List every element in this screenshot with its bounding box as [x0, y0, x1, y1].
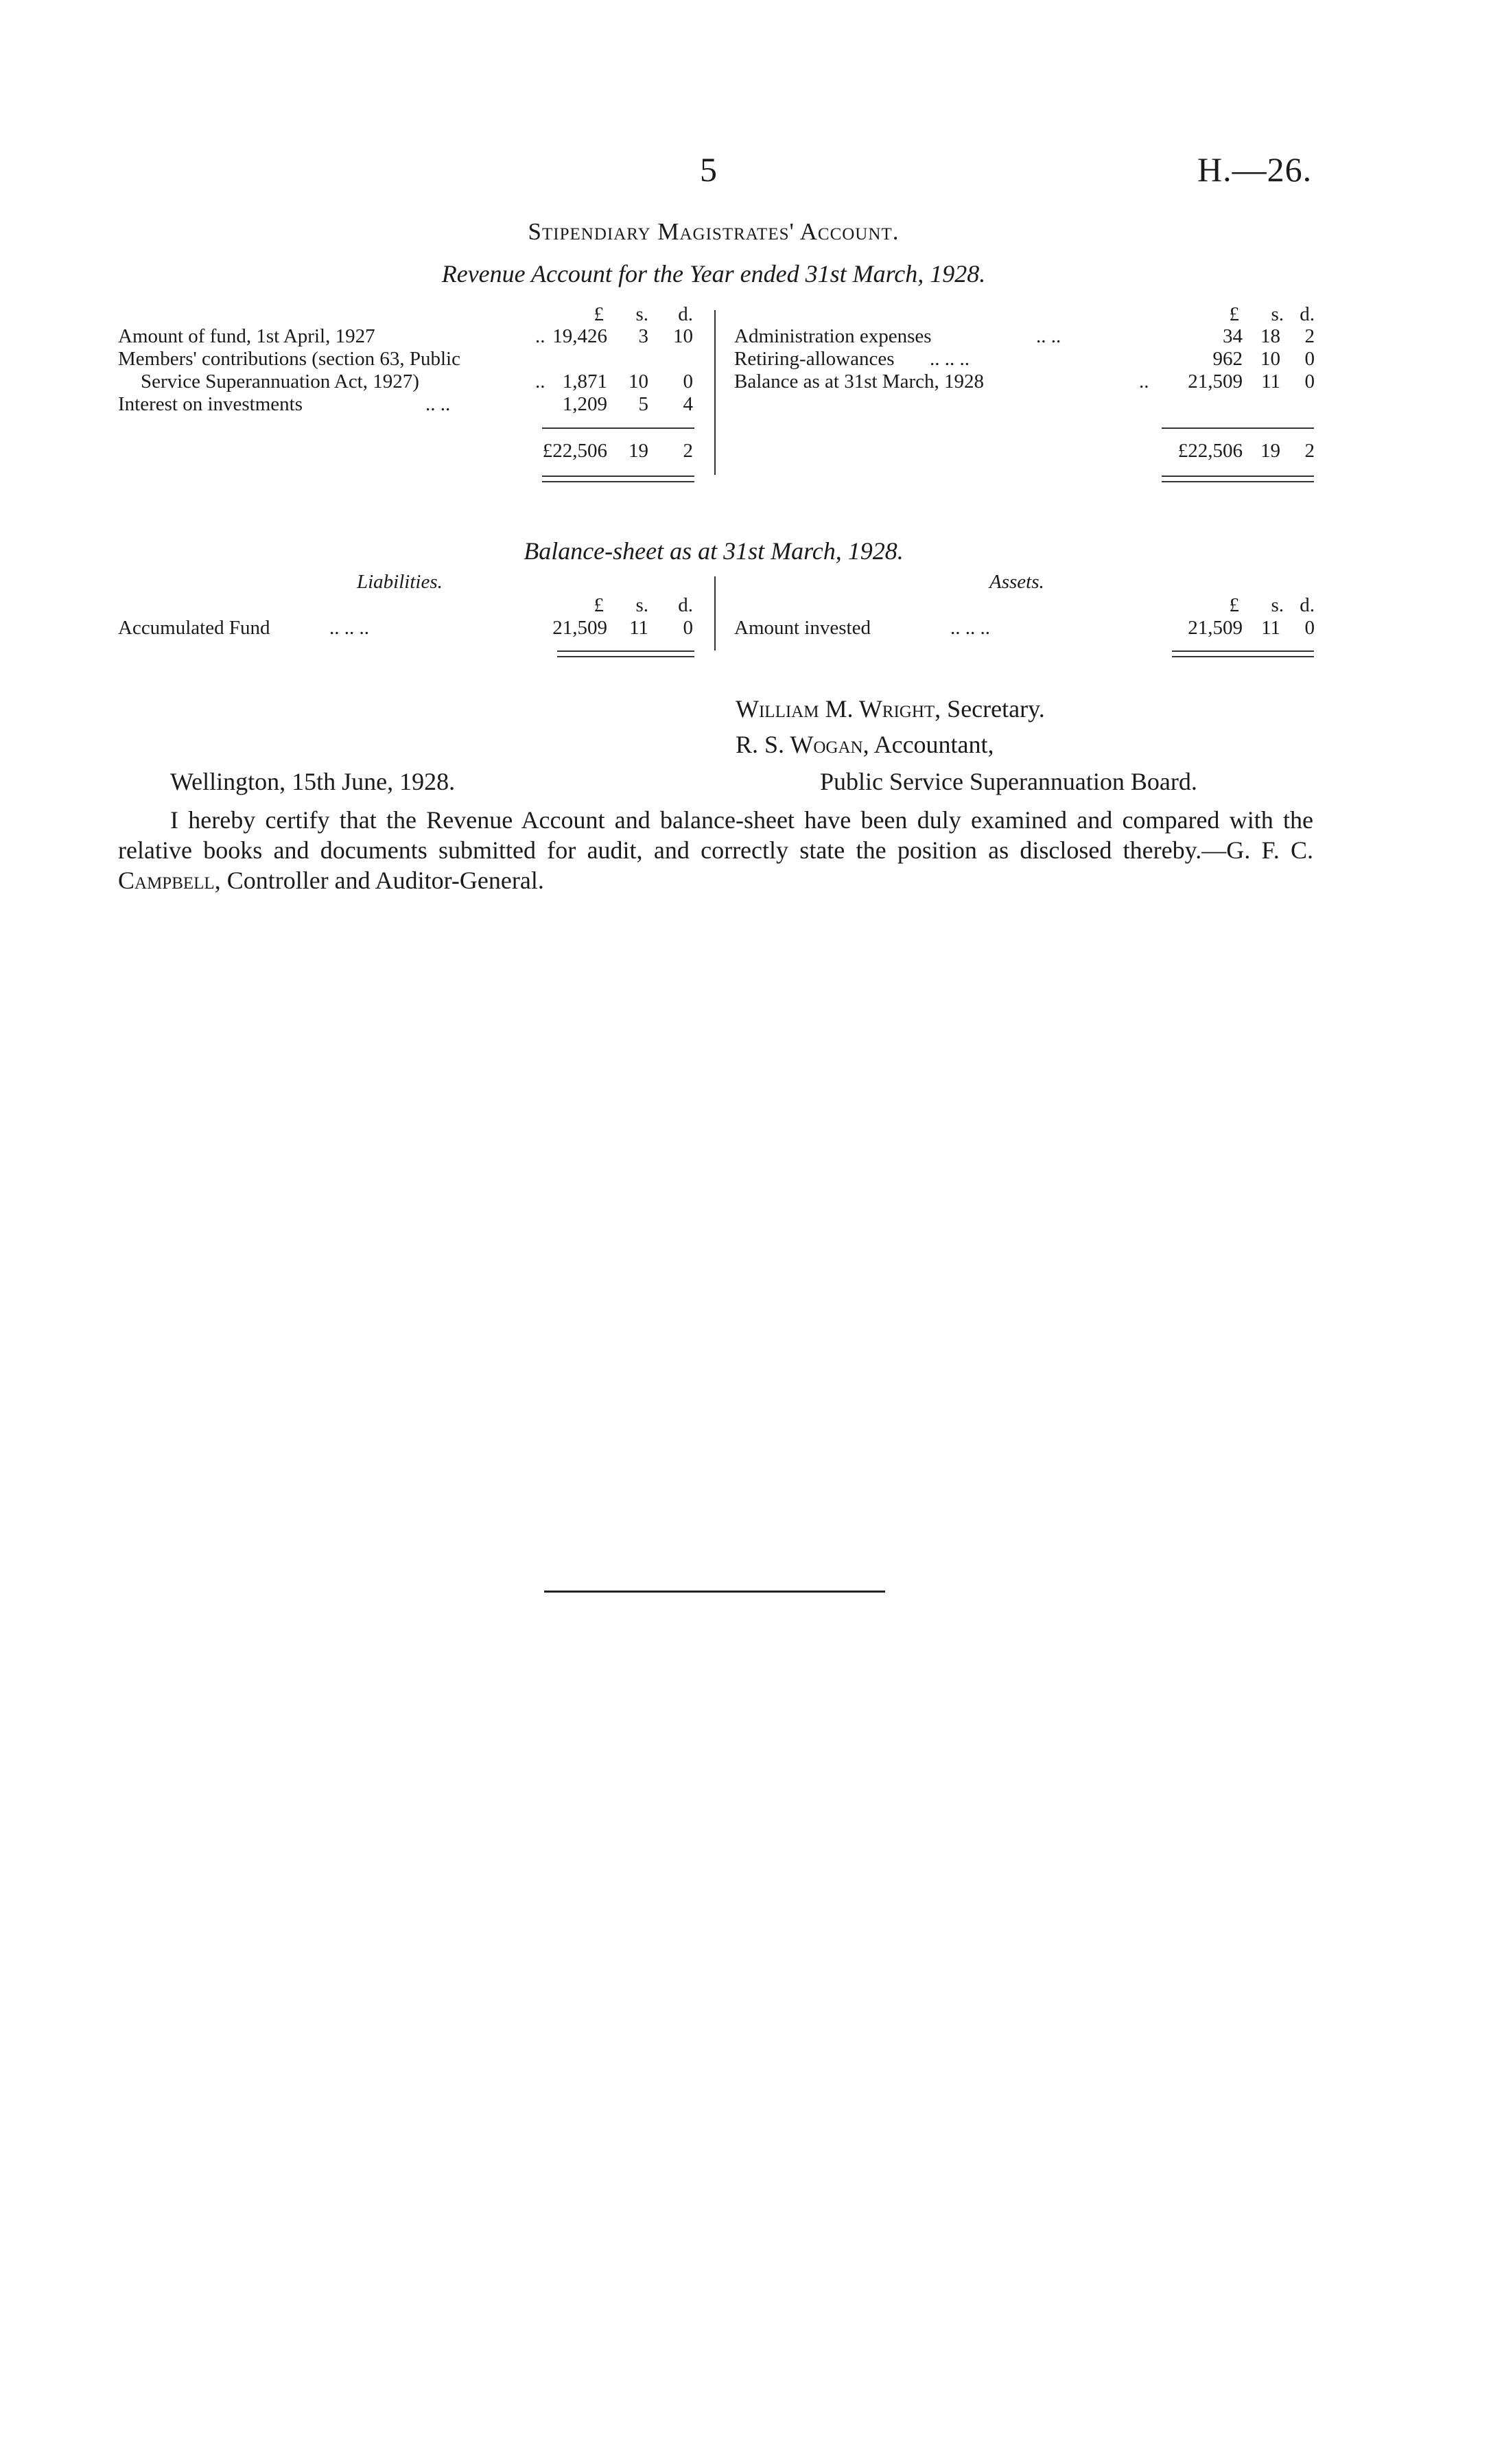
- payments-total-rule: [1162, 427, 1314, 429]
- payment-leader: .. .. ..: [930, 348, 970, 370]
- receipt-shillings: 3: [638, 325, 648, 347]
- revenue-left-pounds-header: £: [594, 303, 604, 325]
- receipt-pounds: 1,871: [562, 371, 607, 392]
- payment-label: Administration expenses: [734, 325, 932, 347]
- liability-leader: .. .. ..: [329, 617, 369, 639]
- secretary-name: William M. Wright: [736, 695, 935, 723]
- liability-pounds: 21,509: [552, 617, 607, 639]
- asset-pounds: 21,509: [1188, 617, 1243, 639]
- audit-certification: [118, 805, 1313, 895]
- payment-pounds: 21,509: [1188, 371, 1243, 392]
- revenue-divider: [714, 310, 716, 475]
- payment-label: Retiring-allowances: [734, 348, 895, 370]
- closing-rule: [544, 1591, 885, 1593]
- balance-right-pounds-header: £: [1229, 594, 1239, 616]
- balance-left-shillings-header: s.: [635, 594, 648, 616]
- accountant-name: R. S. Wogan: [736, 731, 863, 758]
- payment-pence: 0: [1304, 371, 1315, 392]
- balance-right-pence-header: d.: [1300, 594, 1315, 616]
- receipt-shillings: 10: [629, 371, 648, 392]
- accountant-signature: [736, 730, 994, 759]
- place-date: Wellington, 15th June, 1928.: [170, 768, 456, 795]
- asset-leader: .. .. ..: [950, 617, 990, 639]
- receipt-label: Service Superannuation Act, 1927): [141, 371, 419, 392]
- payment-pounds: 962: [1212, 348, 1243, 370]
- payment-label: Balance as at 31st March, 1928: [734, 371, 985, 392]
- payments-total-double-rule: [1162, 476, 1314, 482]
- liability-shillings: 11: [629, 617, 648, 639]
- auditor-title: , Controller and Auditor-General.: [214, 867, 544, 894]
- revenue-right-shillings-header: s.: [1271, 303, 1284, 325]
- balance-left-pence-header: d.: [678, 594, 693, 616]
- receipts-total-shillings: 19: [629, 440, 648, 462]
- liability-pence: 0: [683, 617, 693, 639]
- liabilities-double-rule: [557, 650, 694, 657]
- payments-total-shillings: 19: [1260, 440, 1280, 462]
- payment-leader: ..: [1139, 371, 1149, 392]
- payments-total-pounds: £22,506: [1177, 440, 1243, 462]
- assets-double-rule: [1172, 650, 1314, 657]
- receipt-label: Amount of fund, 1st April, 1927: [118, 325, 375, 347]
- asset-shillings: 11: [1261, 617, 1280, 639]
- payment-shillings: 11: [1261, 371, 1280, 392]
- liability-label: Accumulated Fund: [118, 617, 270, 639]
- page-number: 5: [700, 150, 717, 189]
- document-reference: H.—26.: [1197, 150, 1313, 189]
- receipt-leader: .. ..: [425, 393, 451, 415]
- revenue-right-pounds-header: £: [1229, 303, 1239, 325]
- revenue-account-subtitle: Revenue Account for the Year ended 31st March, 1928.: [441, 260, 986, 288]
- receipts-total-double-rule: [542, 476, 694, 482]
- receipt-label: Members' contributions (section 63, Public: [118, 348, 460, 370]
- payment-pounds: 34: [1223, 325, 1243, 347]
- accountant-title: , Accountant,: [862, 731, 994, 758]
- receipt-pence: 4: [683, 393, 693, 415]
- receipt-shillings: 5: [638, 393, 648, 415]
- asset-pence: 0: [1304, 617, 1315, 639]
- receipt-pence: 10: [673, 325, 693, 347]
- revenue-right-pence-header: d.: [1300, 303, 1315, 325]
- payment-leader: .. ..: [1036, 325, 1061, 347]
- board-name: Public Service Superannuation Board.: [820, 768, 1197, 795]
- receipt-pounds: 19,426: [552, 325, 607, 347]
- balance-left-pounds-header: £: [594, 594, 604, 616]
- receipt-pence: 0: [683, 371, 693, 392]
- receipt-pounds: 1,209: [562, 393, 607, 415]
- account-title: Stipendiary Magistrates' Account.: [528, 218, 900, 245]
- balance-sheet-divider: [714, 576, 716, 650]
- receipts-total-pence: 2: [683, 440, 693, 462]
- receipts-total-pounds: £22,506: [542, 440, 607, 462]
- secretary-signature: [736, 694, 1045, 723]
- payment-pence: 2: [1304, 325, 1315, 347]
- certification-text: I hereby certify that the Revenue Account and balance-sheet have been duly examined and compared with the relative books and documents submitted for audit, and correctly state the position as disclosed thereby.—G. F. C.: [118, 806, 1313, 864]
- asset-label: Amount invested: [734, 617, 871, 639]
- balance-sheet-subtitle: Balance-sheet as at 31st March, 1928.: [524, 537, 904, 565]
- revenue-left-pence-header: d.: [678, 303, 693, 325]
- balance-right-shillings-header: s.: [1271, 594, 1284, 616]
- receipt-label: Interest on investments: [118, 393, 303, 415]
- assets-heading: Assets.: [989, 571, 1044, 593]
- payment-shillings: 18: [1260, 325, 1280, 347]
- receipts-total-rule: [542, 427, 694, 429]
- payment-shillings: 10: [1260, 348, 1280, 370]
- receipt-leader: ..: [535, 371, 545, 392]
- liabilities-heading: Liabilities.: [357, 571, 443, 593]
- secretary-title: , Secretary.: [935, 695, 1045, 723]
- payment-pence: 0: [1304, 348, 1315, 370]
- revenue-left-shillings-header: s.: [635, 303, 648, 325]
- auditor-name: Campbell: [118, 867, 215, 894]
- receipt-leader: ..: [535, 325, 545, 347]
- payments-total-pence: 2: [1304, 440, 1315, 462]
